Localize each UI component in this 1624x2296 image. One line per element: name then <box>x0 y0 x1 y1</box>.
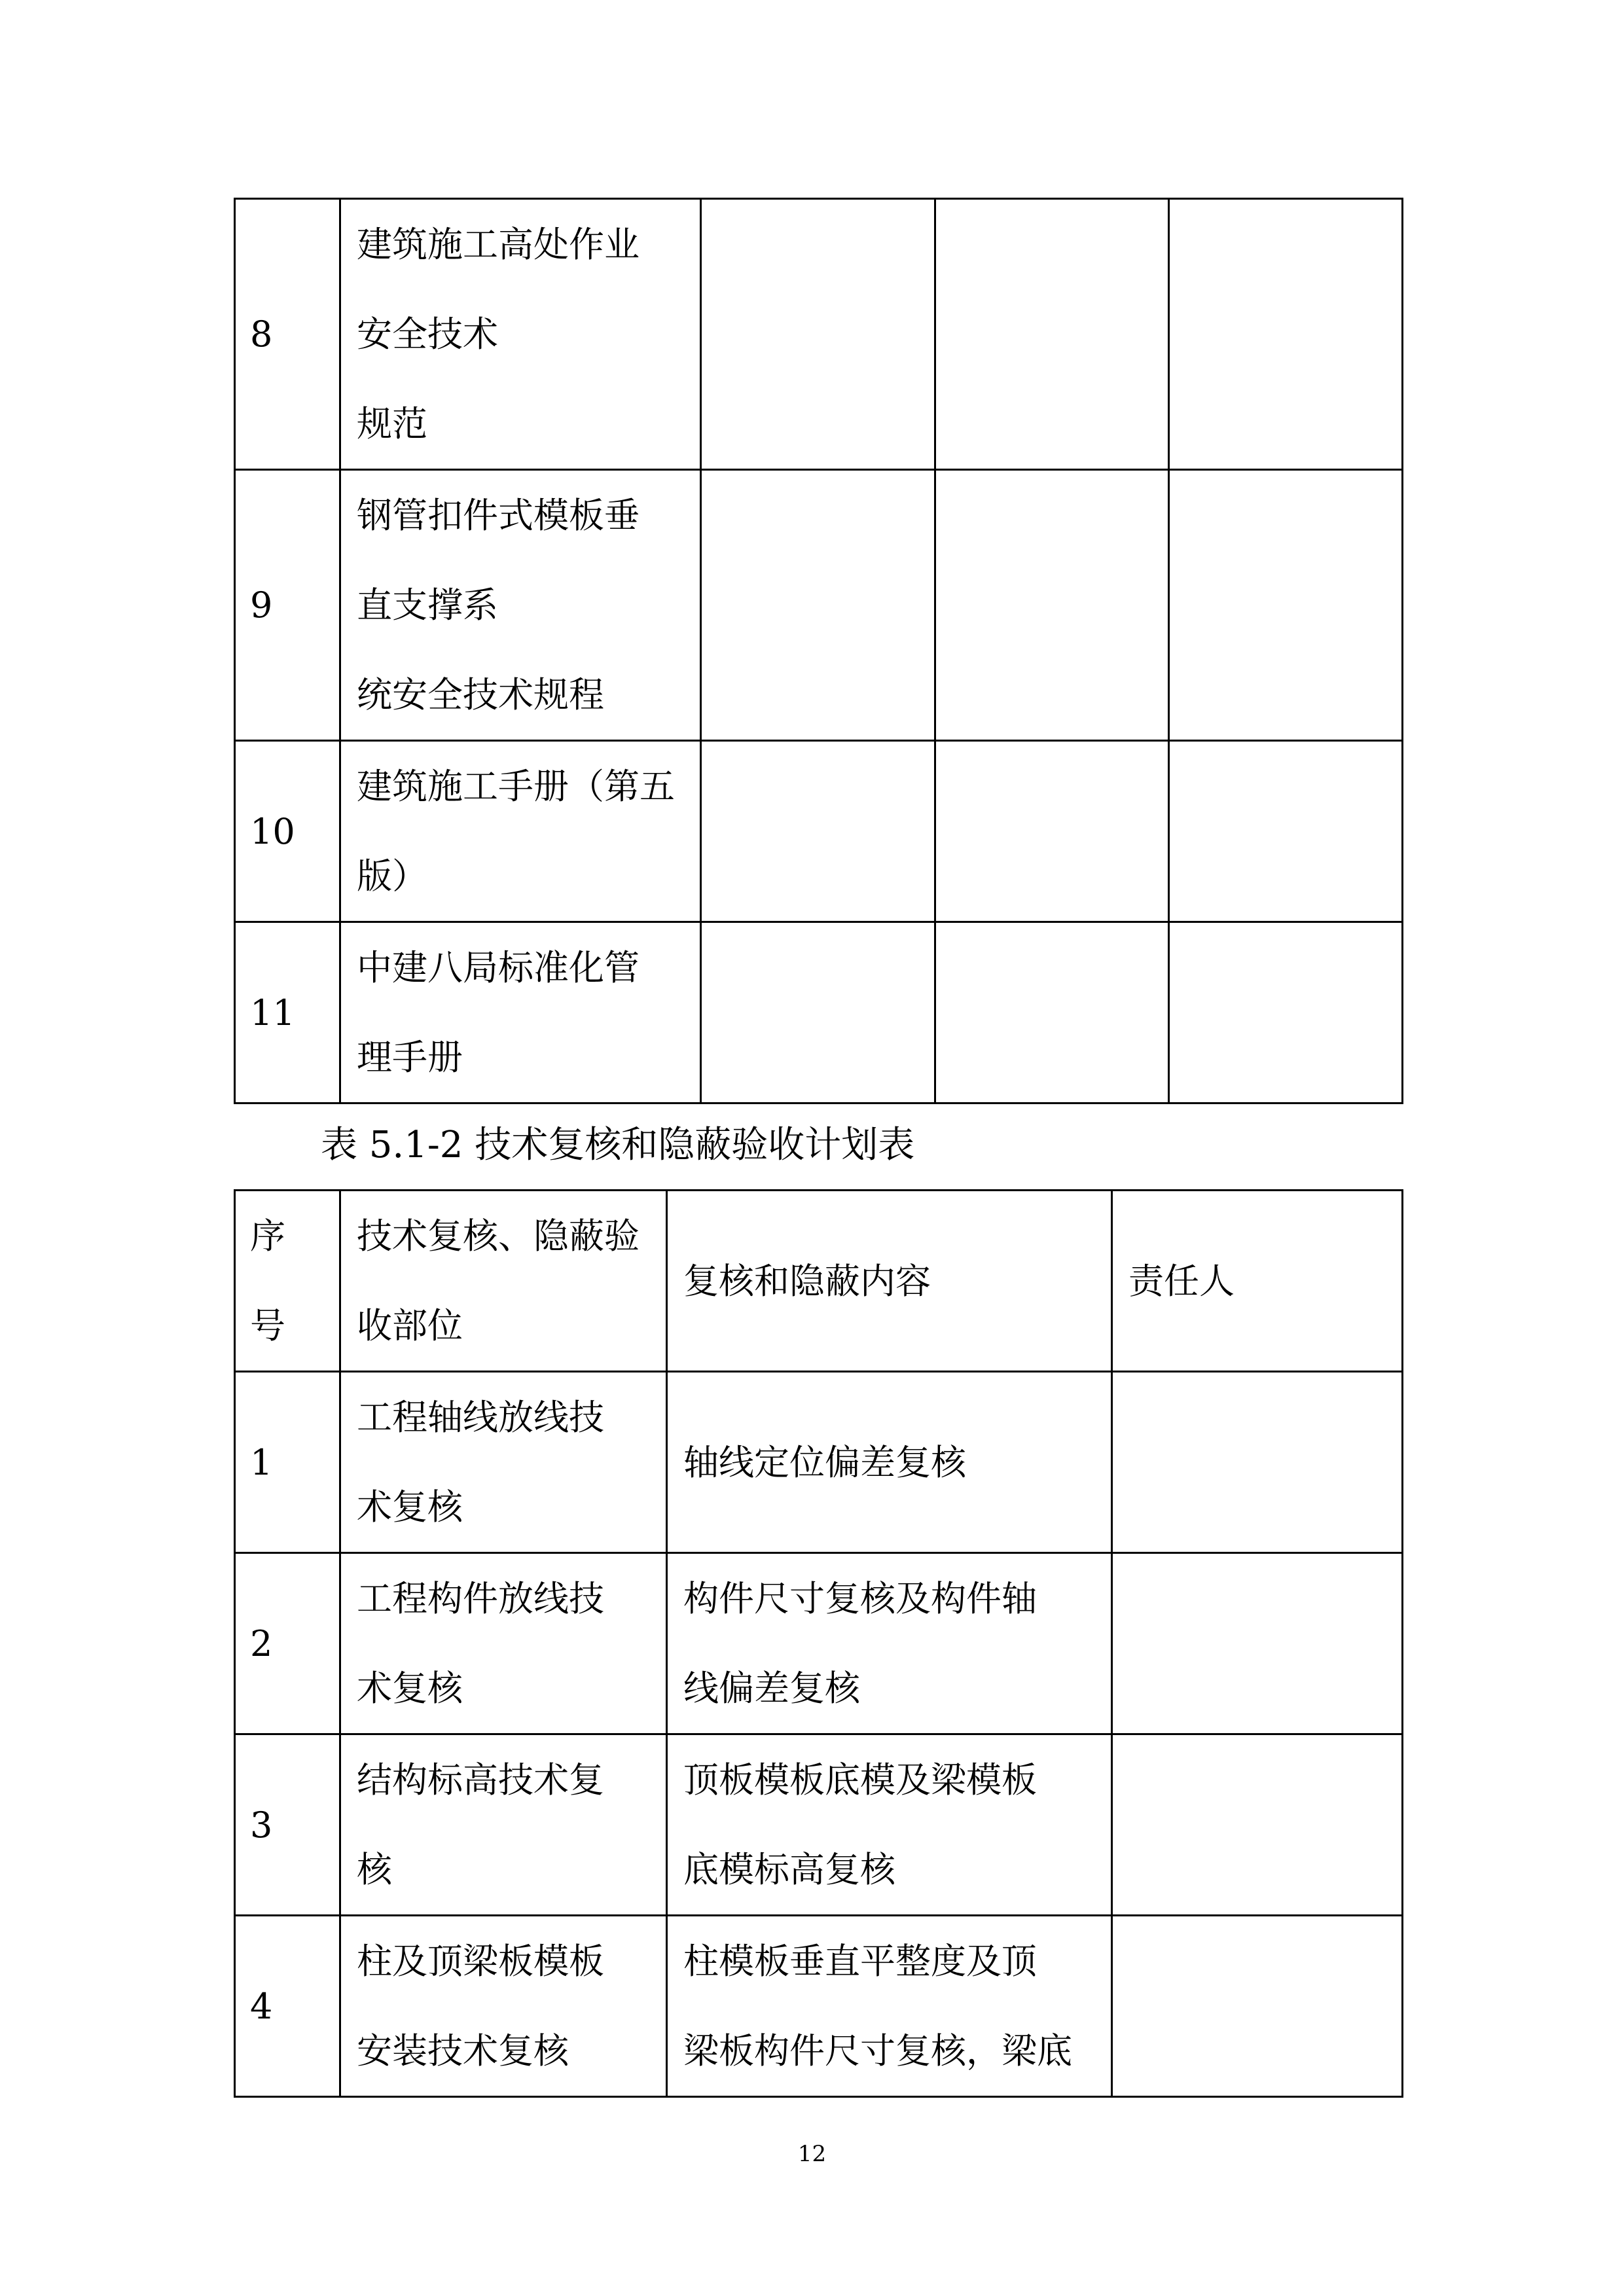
empty-cell <box>1169 922 1403 1103</box>
owner-cell <box>1112 1372 1403 1553</box>
verification-plan-table <box>234 1189 1403 2098</box>
header-part: 技术复核、隐蔽验 收部位 <box>340 1191 667 1372</box>
table-row <box>235 741 1403 922</box>
empty-cell <box>701 199 935 470</box>
check-content: 轴线定位偏差复核 <box>667 1372 1112 1553</box>
empty-cell <box>1169 199 1403 470</box>
owner-cell <box>1112 1734 1403 1916</box>
row-number: 1 <box>235 1372 340 1553</box>
table-row <box>235 1734 1403 1916</box>
empty-cell <box>935 470 1169 741</box>
table-header-row <box>235 1191 1403 1372</box>
reference-table <box>234 198 1403 1104</box>
header-number: 序 号 <box>235 1191 340 1372</box>
row-number: 2 <box>235 1553 340 1734</box>
page-number: 12 <box>797 2141 827 2167</box>
table-row <box>235 1553 1403 1734</box>
table-row <box>235 1372 1403 1553</box>
empty-cell <box>1169 470 1403 741</box>
empty-cell <box>1169 741 1403 922</box>
table-row <box>235 1916 1403 2097</box>
table-row <box>235 922 1403 1103</box>
empty-cell <box>701 741 935 922</box>
table-caption: 表 5.1-2 技术复核和隐蔽验收计划表 <box>321 1124 915 1166</box>
empty-cell <box>935 922 1169 1103</box>
standard-name: 中建八局标准化管 理手册 <box>340 922 701 1103</box>
row-number: 9 <box>235 470 340 741</box>
check-content: 构件尺寸复核及构件轴 线偏差复核 <box>667 1553 1112 1734</box>
standard-name: 钢管扣件式模板垂 直支撑系 统安全技术规程 <box>340 470 701 741</box>
standard-name: 建筑施工高处作业 安全技术 规范 <box>340 199 701 470</box>
row-number: 3 <box>235 1734 340 1916</box>
check-part: 结构标高技术复 核 <box>340 1734 667 1916</box>
header-content: 复核和隐蔽内容 <box>667 1191 1112 1372</box>
owner-cell <box>1112 1553 1403 1734</box>
check-content: 顶板模板底模及梁模板 底模标高复核 <box>667 1734 1112 1916</box>
standard-name: 建筑施工手册（第五 版） <box>340 741 701 922</box>
table-row <box>235 199 1403 470</box>
header-owner: 责任人 <box>1112 1191 1403 1372</box>
check-part: 工程构件放线技 术复核 <box>340 1553 667 1734</box>
row-number: 4 <box>235 1916 340 2097</box>
empty-cell <box>701 922 935 1103</box>
row-number: 8 <box>235 199 340 470</box>
check-part: 柱及顶梁板模板 安装技术复核 <box>340 1916 667 2097</box>
check-part: 工程轴线放线技 术复核 <box>340 1372 667 1553</box>
owner-cell <box>1112 1916 1403 2097</box>
empty-cell <box>701 470 935 741</box>
row-number: 10 <box>235 741 340 922</box>
empty-cell <box>935 741 1169 922</box>
check-content: 柱模板垂直平整度及顶 梁板构件尺寸复核，梁底 <box>667 1916 1112 2097</box>
table-row <box>235 470 1403 741</box>
empty-cell <box>935 199 1169 470</box>
row-number: 11 <box>235 922 340 1103</box>
